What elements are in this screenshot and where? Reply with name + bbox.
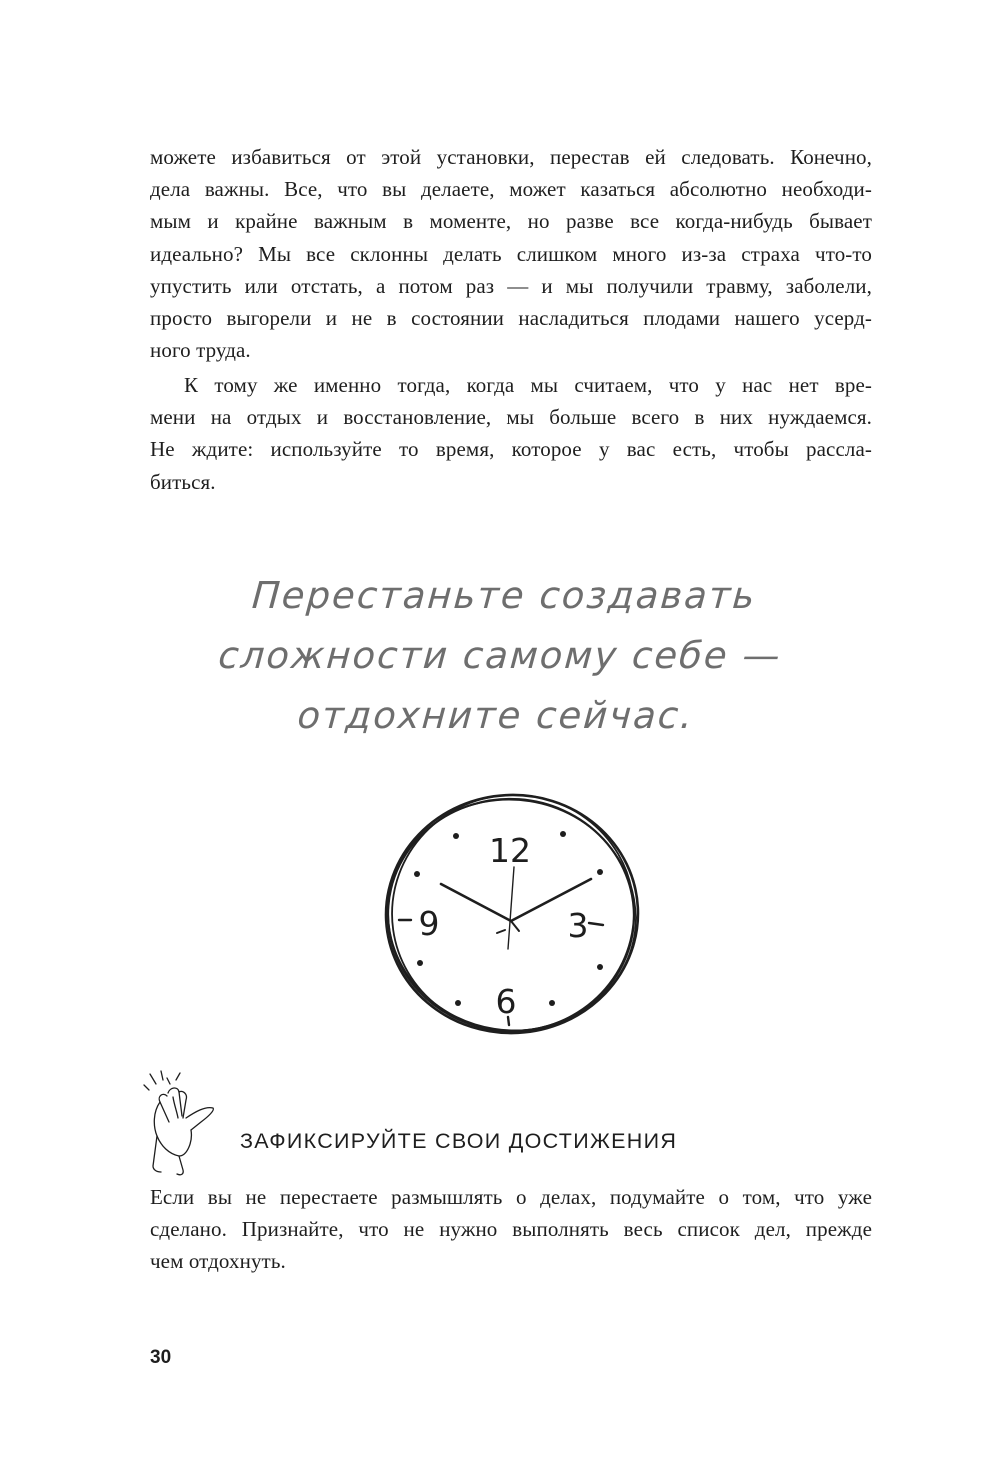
clock-numeral-12: 12 — [489, 831, 531, 870]
text-line: упустить или отстать, а потом раз — и мы получили травму, заболели, — [150, 273, 872, 298]
paragraph-1 — [150, 141, 872, 366]
hand-icon — [143, 1070, 221, 1176]
quote-line: сложности самому себе — — [216, 634, 784, 677]
clock-numeral-9: 9 — [418, 904, 440, 943]
page-number: 30 — [150, 1347, 172, 1368]
text-line: идеально? Мы все склонны делать слишком много из-за страха что-то — [150, 241, 872, 266]
text-line: чем отдохнуть. — [150, 1249, 286, 1274]
text-line: ного труда. — [150, 338, 251, 363]
text-line: биться. — [150, 469, 216, 494]
text-line: дела важны. Все, что вы делаете, может казаться абсолютно необходи- — [150, 177, 872, 202]
clock-icon — [381, 789, 643, 1039]
section-heading: ЗАФИКСИРУЙТЕ СВОИ ДОСТИЖЕНИЯ — [240, 1129, 678, 1153]
text-line: мым и крайне важным в моменте, но разве все когда-нибудь бывает — [150, 209, 872, 234]
paragraph-2 — [150, 369, 872, 498]
paragraph-3 — [150, 1181, 872, 1278]
clock-numeral-3: 3 — [567, 906, 589, 945]
quote-line: Перестаньте создавать — [250, 574, 758, 617]
text-line: просто выгорели и не в состоянии насладиться плодами нашего усерд- — [150, 306, 872, 331]
text-line: можете избавиться от этой установки, перестав ей следовать. Конечно, — [150, 145, 872, 169]
text-line: Не ждите: используйте то время, которое у вас есть, чтобы рассла- — [150, 437, 872, 462]
text-line: мени на отдых и восстановление, мы больше всего в них нуждаемся. — [150, 405, 872, 430]
text-line: сделано. Признайте, что не нужно выполнять весь список дел, прежде — [150, 1217, 872, 1242]
text-line: К тому же именно тогда, когда мы считаем, что у нас нет вре- — [184, 373, 872, 397]
quote-line: отдохните сейчас. — [296, 694, 696, 737]
clock-numeral-6: 6 — [495, 982, 517, 1021]
pull-quote — [154, 566, 847, 746]
text-line: Если вы не перестаете размышлять о делах, подумайте о том, что уже — [150, 1185, 872, 1209]
